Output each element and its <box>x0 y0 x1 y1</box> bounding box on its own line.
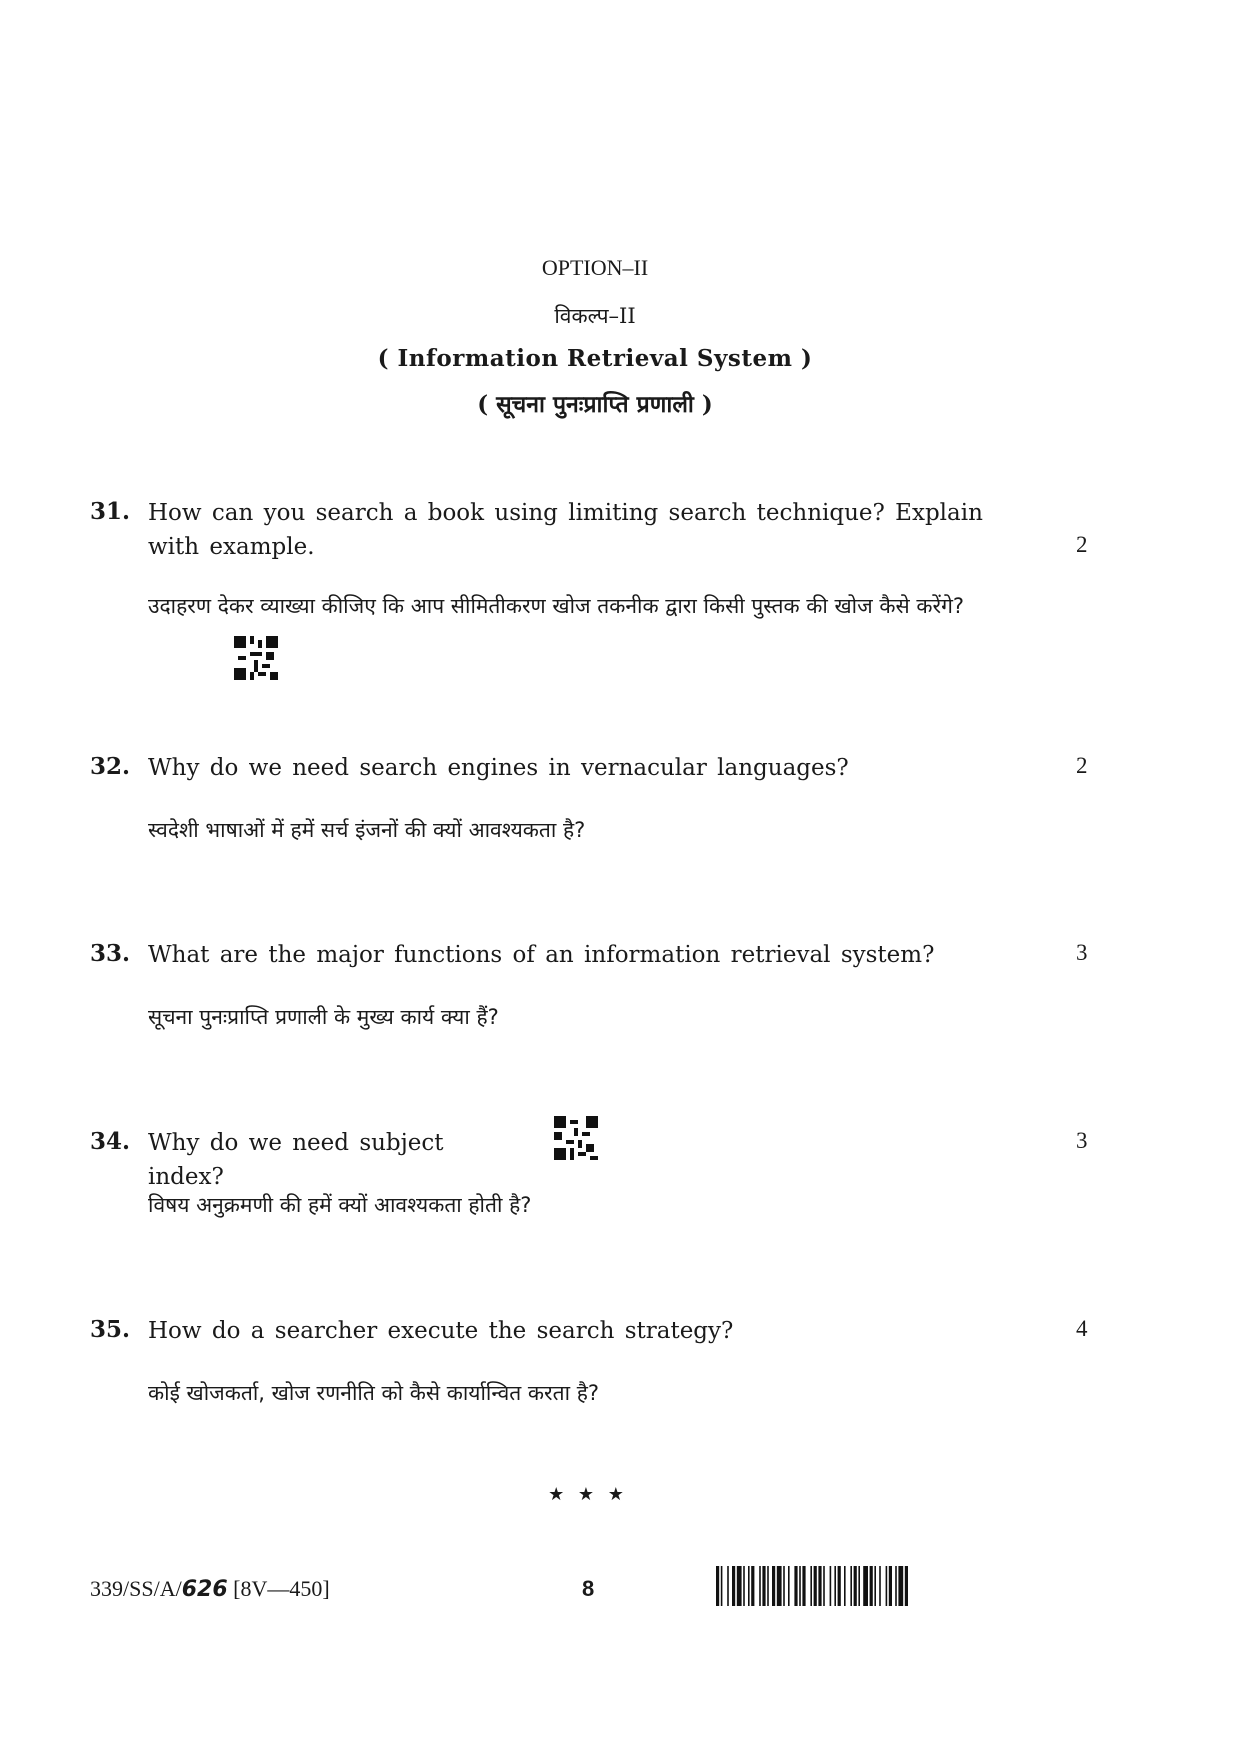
question-text-english: Why do we need search engines in vernacular languages? <box>148 755 849 781</box>
end-of-paper-marker: ★ ★ ★ <box>548 1484 628 1505</box>
question-text-hindi: उदाहरण देकर व्याख्या कीजिए कि आप सीमितीकरण खोज तकनीक द्वारा किसी पुस्तक की खोज कैसे करेंगे? <box>148 594 965 618</box>
question-text-hindi: कोई खोजकर्ता, खोज रणनीति को कैसे कार्यान्वित करता है? <box>148 1381 600 1405</box>
question-text-english: Why do we need subject index? <box>148 1130 444 1190</box>
question-text-hindi: सूचना पुनःप्राप्ति प्रणाली के मुख्य कार्य क्या हैं? <box>148 1005 499 1029</box>
paper-code-suffix: [8V—450] <box>227 1576 330 1601</box>
question-marks: 4 <box>1076 1316 1088 1341</box>
question-text-english: How can you search a book using limiting search technique? Explain with example. <box>148 500 983 560</box>
barcode-icon <box>716 1566 996 1606</box>
question-text-english: How do a searcher execute the search strategy? <box>148 1318 734 1344</box>
qr-code-icon <box>554 1116 598 1160</box>
question-text-hindi: स्वदेशी भाषाओं में हमें सर्च इंजनों की क्यों आवश्यकता है? <box>148 818 586 842</box>
qr-code-icon <box>234 636 278 680</box>
option-heading-hindi: विकल्प–II <box>554 304 636 328</box>
question-marks: 3 <box>1076 940 1088 965</box>
question-marks: 3 <box>1076 1128 1088 1153</box>
option-heading: OPTION–II <box>541 255 649 280</box>
paper-code <box>90 1576 330 1602</box>
question-number: 35. <box>90 1316 131 1343</box>
question-marks: 2 <box>1076 532 1088 557</box>
section-title-hindi: ( सूचना पुनःप्राप्ति प्रणाली ) <box>477 391 713 418</box>
question-number: 32. <box>90 753 131 780</box>
question-number: 34. <box>90 1128 131 1155</box>
question-number: 33. <box>90 940 131 967</box>
paper-code-prefix: 339/SS/A/ <box>90 1576 182 1601</box>
section-title: ( Information Retrieval System ) <box>377 345 813 372</box>
question-text-hindi: विषय अनुक्रमणी की हमें क्यों आवश्यकता होती है? <box>148 1193 532 1217</box>
question-marks: 2 <box>1076 753 1088 778</box>
question-text-english: What are the major functions of an information retrieval system? <box>148 942 935 968</box>
page-number: 8 <box>582 1576 595 1601</box>
question-number: 31. <box>90 498 131 525</box>
paper-code-number: 626 <box>181 1577 228 1602</box>
